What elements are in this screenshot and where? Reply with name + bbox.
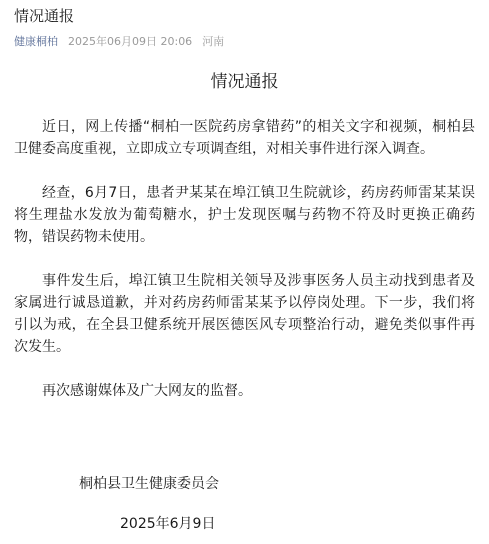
paragraph-4: 再次感谢媒体及广大网友的监督。 <box>42 383 252 399</box>
paragraph-1: 近日，网上传播“桐柏一医院药房拿错药”的相关文字和视频，桐柏县卫健委高度重视，立即成立专项调查组，对相关事件进行深入调查。 <box>14 119 475 157</box>
signature-date: 2025年6月9日 <box>120 516 216 532</box>
account-name-link[interactable]: 健康桐柏 <box>14 35 58 48</box>
publish-location: 河南 <box>202 35 225 48</box>
article-meta <box>14 35 475 49</box>
article-title: 情况通报 <box>14 7 75 25</box>
paragraph-2: 经查，6月7日，患者尹某某在埠江镇卫生院就诊，药房药师雷某某误将生理盐水发放为葡萄糖水，护士发现医嘱与药物不符及时更换正确药物，错误药物未使用。 <box>14 185 475 245</box>
document-title: 情况通报 <box>210 72 279 92</box>
article-body <box>14 70 475 402</box>
publish-datetime: 2025年06月09日 20:06 <box>68 35 193 48</box>
article-header <box>14 6 475 49</box>
signature-organization: 桐柏县卫生健康委员会 <box>79 476 219 492</box>
paragraph-3: 事件发生后，埠江镇卫生院相关领导及涉事医务人员主动找到患者及家属进行诚恳道歉，并对药房药师雷某某予以停岗处理。下一步，我们将引以为戒，在全县卫健系统开展医德医风专项整治行动，避免类似事件再次发生。 <box>14 273 475 355</box>
